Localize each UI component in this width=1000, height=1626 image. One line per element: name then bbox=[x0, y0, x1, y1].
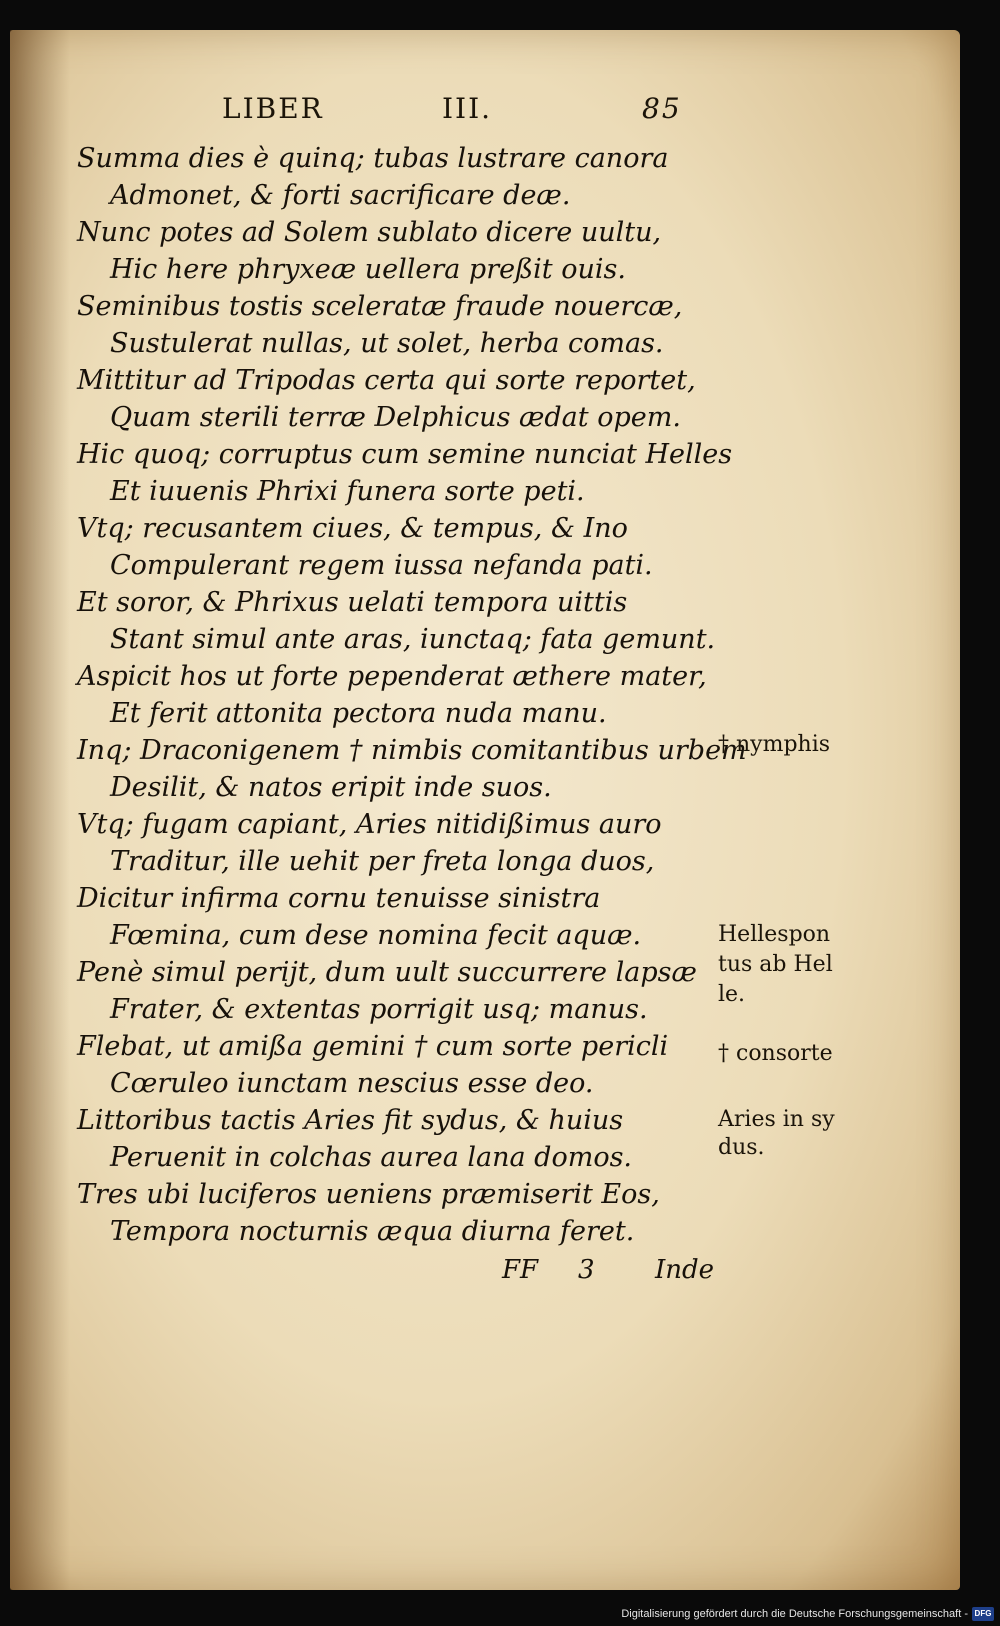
running-header bbox=[10, 92, 960, 132]
verse-line: Desilit, & natos eripit inde suos. bbox=[110, 772, 552, 803]
verse-line: Cœruleo iunctam nescius esse deo. bbox=[110, 1068, 594, 1099]
verse-line: Aspicit hos ut forte pependerat æthere mater, bbox=[77, 661, 707, 692]
verse-line: Vtq; recusantem ciues, & tempus, & Ino bbox=[77, 513, 628, 544]
catchword: Inde bbox=[655, 1255, 715, 1285]
marginal-note: dus. bbox=[718, 1135, 765, 1160]
verse-line: Tempora nocturnis æqua diurna feret. bbox=[110, 1216, 635, 1247]
verse-line: Frater, & extentas porrigit usq; manus. bbox=[110, 994, 648, 1025]
verse-line: Summa dies è quinq; tubas lustrare canora bbox=[77, 143, 669, 174]
verse-line: Dicitur infirma cornu tenuisse sinistra bbox=[77, 883, 601, 914]
running-head-book-number: III. bbox=[442, 92, 493, 125]
verse-line: Tres ubi luciferos ueniens præmiserit Eos, bbox=[77, 1179, 660, 1210]
verse-line: Inq; Draconigenem † nimbis comitantibus urbem bbox=[77, 735, 747, 766]
marginal-note: Aries in sy bbox=[718, 1107, 835, 1132]
page-number: 85 bbox=[642, 92, 682, 125]
verse-line: Compulerant regem iussa nefanda pati. bbox=[110, 550, 653, 581]
verse-line: Mittitur ad Tripodas certa qui sorte reportet, bbox=[77, 365, 696, 396]
verse-line: Vtq; fugam capiant, Aries nitidißimus auro bbox=[77, 809, 662, 840]
verse-line: Fœmina, cum dese nomina fecit aquæ. bbox=[110, 920, 642, 951]
signature-number: 3 bbox=[578, 1255, 595, 1285]
marginal-note: tus ab Hel bbox=[718, 952, 833, 977]
verse-line: Et iuuenis Phrixi funera sorte peti. bbox=[110, 476, 585, 507]
credit-bar bbox=[0, 1600, 1000, 1626]
verse-line: Hic here phryxeæ uellera preßit ouis. bbox=[110, 254, 626, 285]
marginal-note: † nymphis bbox=[718, 732, 831, 757]
running-head-left: LIBER bbox=[222, 92, 324, 125]
signature-mark: FF bbox=[502, 1255, 539, 1285]
verse-line: Et ferit attonita pectora nuda manu. bbox=[110, 698, 607, 729]
verse-line: Stant simul ante aras, iunctaq; fata gemunt. bbox=[110, 624, 716, 655]
dfg-logo-icon: DFG bbox=[972, 1607, 994, 1621]
verse-line: Quam sterili terræ Delphicus ædat opem. bbox=[110, 402, 681, 433]
digitization-credit: Digitalisierung gefördert durch die Deutsche Forschungsgemeinschaft - bbox=[621, 1608, 968, 1620]
verse-line: Admonet, & forti sacrificare deæ. bbox=[110, 180, 571, 211]
verse-line: Hic quoq; corruptus cum semine nunciat Helles bbox=[77, 439, 733, 470]
marginal-note: le. bbox=[718, 982, 746, 1007]
book-page bbox=[10, 30, 960, 1590]
verse-line: Littoribus tactis Aries fit sydus, & huius bbox=[77, 1105, 624, 1136]
verse-line: Nunc potes ad Solem sublato dicere uultu, bbox=[77, 217, 662, 248]
verse-line: Penè simul perijt, dum uult succurrere lapsæ bbox=[77, 957, 697, 988]
verse-line: Flebat, ut amißa gemini † cum sorte pericli bbox=[77, 1031, 669, 1062]
marginal-note: Hellespon bbox=[718, 922, 831, 947]
verse-line: Sustulerat nullas, ut solet, herba comas. bbox=[110, 328, 664, 359]
marginal-note: † consorte bbox=[718, 1041, 833, 1066]
verse-line: Peruenit in colchas aurea lana domos. bbox=[110, 1142, 633, 1173]
verse-line: Et soror, & Phrixus uelati tempora uittis bbox=[77, 587, 628, 618]
verse-line: Traditur, ille uehit per freta longa duos, bbox=[110, 846, 655, 877]
verse-line: Seminibus tostis sceleratæ fraude nouercæ, bbox=[77, 291, 683, 322]
